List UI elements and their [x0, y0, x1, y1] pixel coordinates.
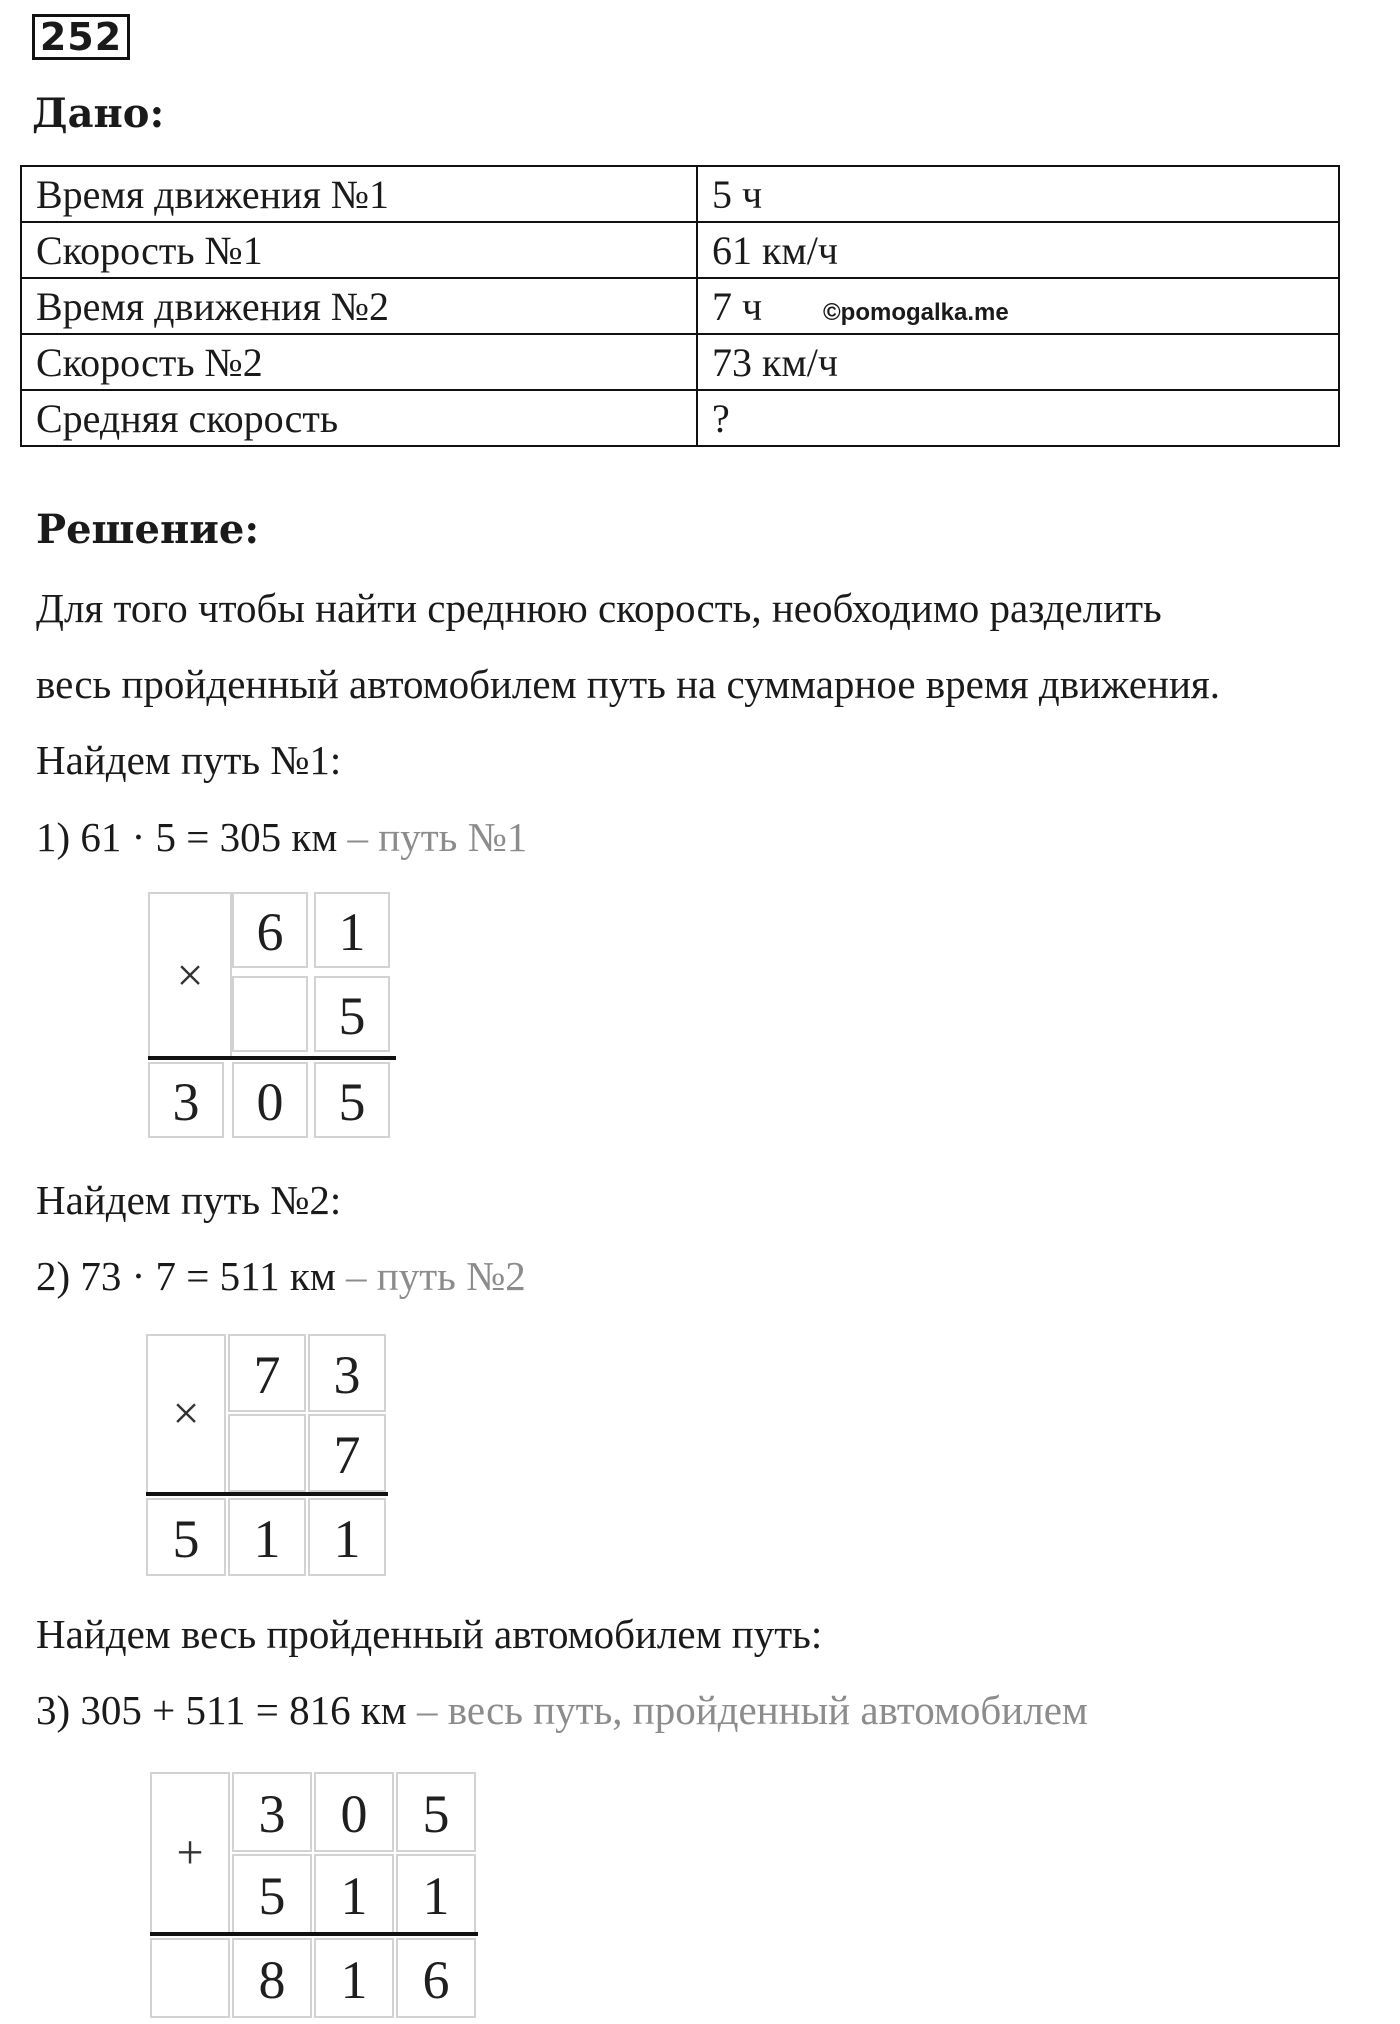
given-label: Скорость №1: [21, 222, 697, 278]
given-heading: Дано:: [32, 90, 165, 137]
digit-cell: [228, 1414, 306, 1492]
table-row: [21, 390, 1339, 446]
table-row: [21, 278, 1339, 334]
watermark: ©pomogalka.me: [823, 299, 1009, 326]
digit-cell: 3: [308, 1334, 386, 1412]
step3-equation-line: [36, 1687, 1088, 1733]
step1-note: – путь №1: [337, 814, 528, 860]
digit-cell: 5: [396, 1772, 476, 1852]
plus-sign: +: [150, 1772, 230, 1934]
table-row: [21, 334, 1339, 390]
task-number: 252: [32, 14, 130, 60]
digit-cell: 5: [146, 1498, 226, 1576]
digit-cell: 0: [314, 1772, 394, 1852]
step1-equation: 1) 61 · 5 = 305 км: [36, 814, 338, 860]
digit-cell: 5: [232, 1854, 312, 1934]
digit-cell: 6: [396, 1938, 476, 2018]
multiply-sign: ×: [148, 892, 232, 1060]
step3-title: Найдем весь пройденный автомобилем путь:: [36, 1611, 823, 1657]
step3-column-addition: [150, 1772, 478, 2020]
digit-cell: 1: [396, 1854, 476, 1934]
given-label: Время движения №2: [21, 278, 697, 334]
digit-cell: [232, 976, 308, 1052]
given-value: 61 км/ч: [697, 222, 1339, 278]
step3-equation: 3) 305 + 511 = 816 км: [36, 1687, 407, 1733]
digit-cell: 1: [314, 892, 390, 968]
table-row: [21, 222, 1339, 278]
result-line: [148, 1056, 396, 1060]
digit-cell: 1: [308, 1498, 386, 1576]
step2-equation-line: [36, 1253, 526, 1299]
result-line: [146, 1492, 388, 1496]
step1-column-multiplication: [148, 892, 396, 1142]
step2-note: – путь №2: [335, 1253, 526, 1299]
step3-note: – весь путь, пройденный автомобилем: [406, 1687, 1088, 1733]
step2-title: Найдем путь №2:: [36, 1177, 342, 1223]
digit-cell: 1: [228, 1498, 306, 1576]
digit-cell: 1: [314, 1854, 394, 1934]
intro-text-line-2: весь пройденный автомобилем путь на суммарное время движения.: [36, 661, 1221, 707]
digit-cell: 0: [232, 1062, 308, 1138]
step2-equation: 2) 73 · 7 = 511 км: [36, 1253, 336, 1299]
digit-cell: 7: [308, 1414, 386, 1492]
given-label: Время движения №1: [21, 166, 697, 222]
table-row: [21, 166, 1339, 222]
digit-cell: 5: [314, 976, 390, 1052]
given-value: 5 ч: [697, 166, 1339, 222]
given-value: 7 ч: [697, 278, 1339, 334]
given-table: [20, 165, 1340, 447]
solution-heading: Решение:: [36, 506, 260, 553]
given-value: ?: [697, 390, 1339, 446]
given-label: Скорость №2: [21, 334, 697, 390]
step1-title: Найдем путь №1:: [36, 737, 342, 783]
step1-equation-line: [36, 814, 528, 860]
given-value: 73 км/ч: [697, 334, 1339, 390]
digit-cell: 6: [232, 892, 308, 968]
intro-text-line-1: Для того чтобы найти среднюю скорость, необходимо разделить: [36, 585, 1162, 631]
digit-cell: 7: [228, 1334, 306, 1412]
step2-column-multiplication: [146, 1334, 388, 1578]
digit-cell: 3: [232, 1772, 312, 1852]
digit-cell: [150, 1938, 230, 2018]
given-label: Средняя скорость: [21, 390, 697, 446]
multiply-sign: ×: [146, 1334, 226, 1494]
digit-cell: 1: [314, 1938, 394, 2018]
digit-cell: 8: [232, 1938, 312, 2018]
digit-cell: 3: [148, 1062, 224, 1138]
digit-cell: 5: [314, 1062, 390, 1138]
result-line: [150, 1932, 478, 1936]
